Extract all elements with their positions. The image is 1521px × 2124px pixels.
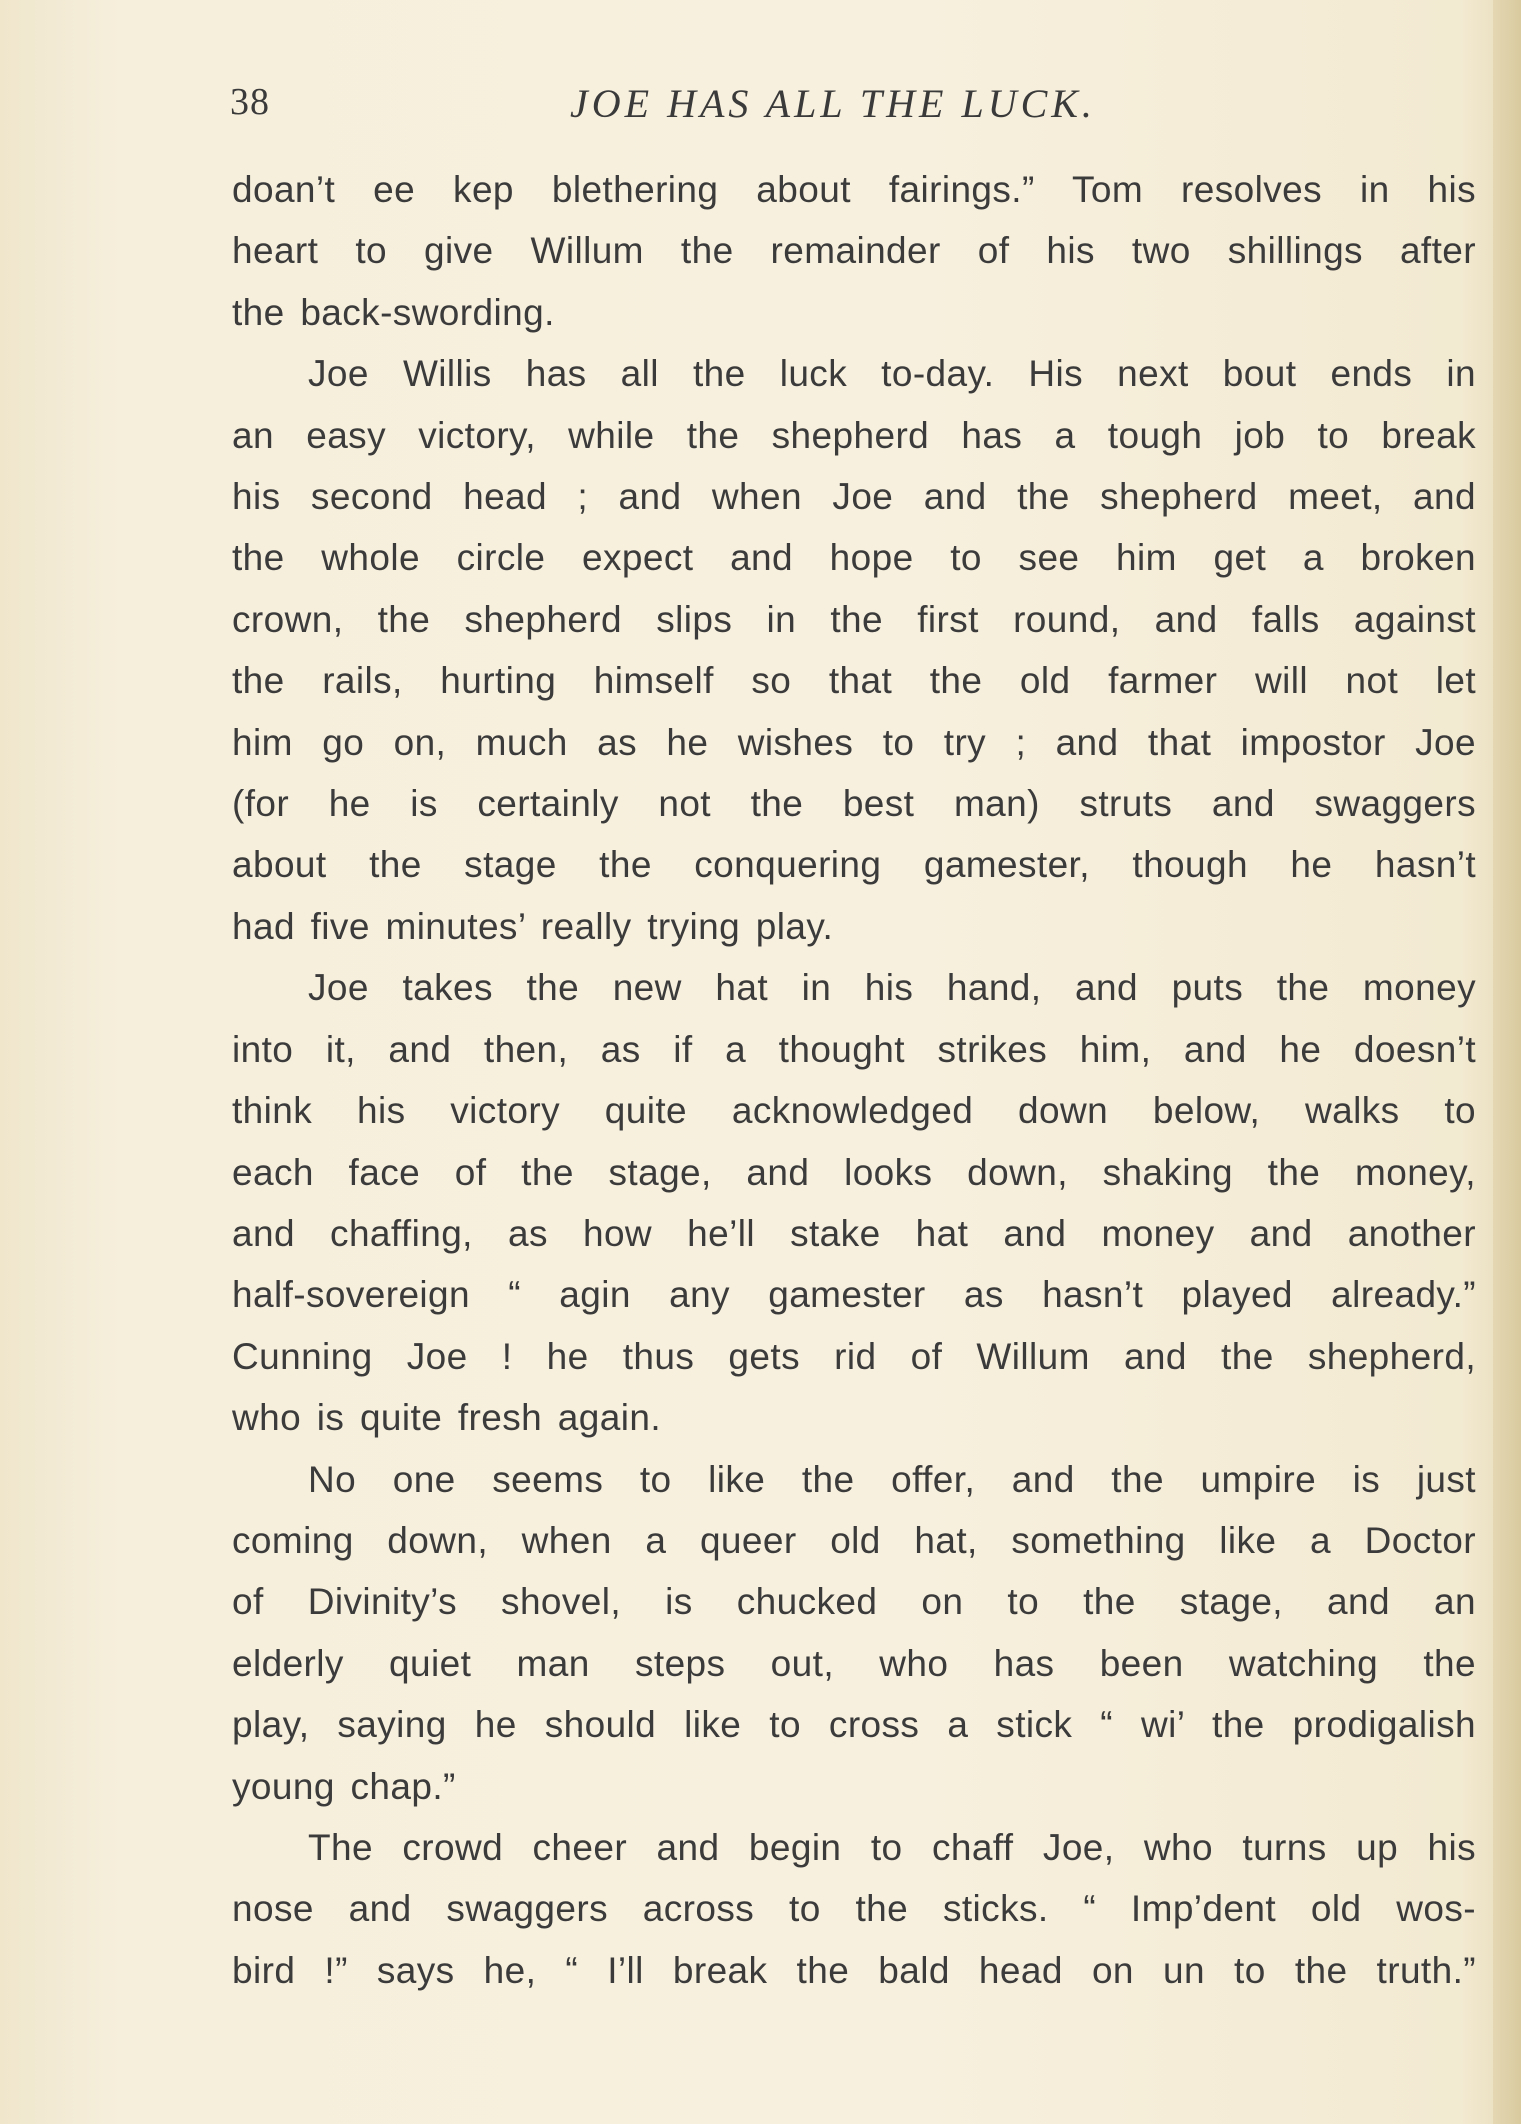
text-line: think his victory quite acknowledged down below, walks to	[232, 1090, 1476, 1132]
paragraph	[232, 957, 1476, 1448]
text-line: young chap.”	[232, 1765, 456, 1807]
text-line: the whole circle expect and hope to see him get a broken	[232, 537, 1476, 579]
text-line: bird !” says he, “ I’ll break the bald head on un to the truth.”	[232, 1949, 1476, 1991]
text-line: Cunning Joe ! he thus gets rid of Willum and the shepherd,	[232, 1335, 1476, 1377]
text-line: had five minutes’ really trying play.	[232, 905, 834, 947]
text-line: (for he is certainly not the best man) struts and swaggers	[232, 783, 1476, 825]
text-line: elderly quiet man steps out, who has been watching the	[232, 1642, 1476, 1684]
page-header	[230, 80, 1480, 140]
text-line: of Divinity’s shovel, is chucked on to the stage, and an	[232, 1581, 1476, 1623]
text-line: doan’t ee kep blethering about fairings.” Tom resolves in his	[232, 169, 1476, 210]
text-line: the back-swording.	[232, 291, 555, 333]
text-line: the rails, hurting himself so that the old farmer will not let	[232, 660, 1476, 702]
text-line: half-sovereign “ agin any gamester as hasn’t played already.”	[232, 1274, 1476, 1316]
page-edge	[1493, 0, 1521, 2124]
paragraph	[232, 1449, 1476, 1817]
body-text	[232, 159, 1476, 2001]
text-line: heart to give Willum the remainder of his two shillings after	[232, 230, 1476, 272]
text-line: The crowd cheer and begin to chaff Joe, who turns up his	[308, 1826, 1476, 1868]
text-line: play, saying he should like to cross a stick “ wi’ the prodigalish	[232, 1704, 1476, 1746]
page-number: 38	[230, 81, 270, 123]
text-line: crown, the shepherd slips in the first round, and falls against	[232, 598, 1476, 640]
text-line: an easy victory, while the shepherd has a tough job to break	[232, 414, 1476, 456]
text-line: Joe takes the new hat in his hand, and puts the money	[308, 967, 1476, 1009]
text-line: about the stage the conquering gamester, though he hasn’t	[232, 844, 1476, 886]
paragraph	[232, 159, 1476, 343]
paragraph	[232, 343, 1476, 957]
paragraph	[232, 1817, 1476, 2001]
text-line: coming down, when a queer old hat, something like a Doctor	[232, 1519, 1476, 1561]
text-line: No one seems to like the offer, and the umpire is just	[308, 1458, 1476, 1500]
text-line: his second head ; and when Joe and the shepherd meet, and	[232, 476, 1476, 518]
text-line: who is quite fresh again.	[232, 1397, 662, 1439]
text-line: into it, and then, as if a thought strikes him, and he doesn’t	[232, 1028, 1476, 1070]
text-line: and chaffing, as how he’ll stake hat and money and another	[232, 1212, 1476, 1254]
text-line: Joe Willis has all the luck to-day. His next bout ends in	[308, 353, 1476, 395]
text-line: nose and swaggers across to the sticks. “ Imp’dent old wos-	[232, 1888, 1476, 1930]
running-head: JOE HAS ALL THE LUCK.	[570, 81, 1096, 126]
text-line: him go on, much as he wishes to try ; and that impostor Joe	[232, 721, 1476, 763]
text-line: each face of the stage, and looks down, shaking the money,	[232, 1151, 1476, 1193]
